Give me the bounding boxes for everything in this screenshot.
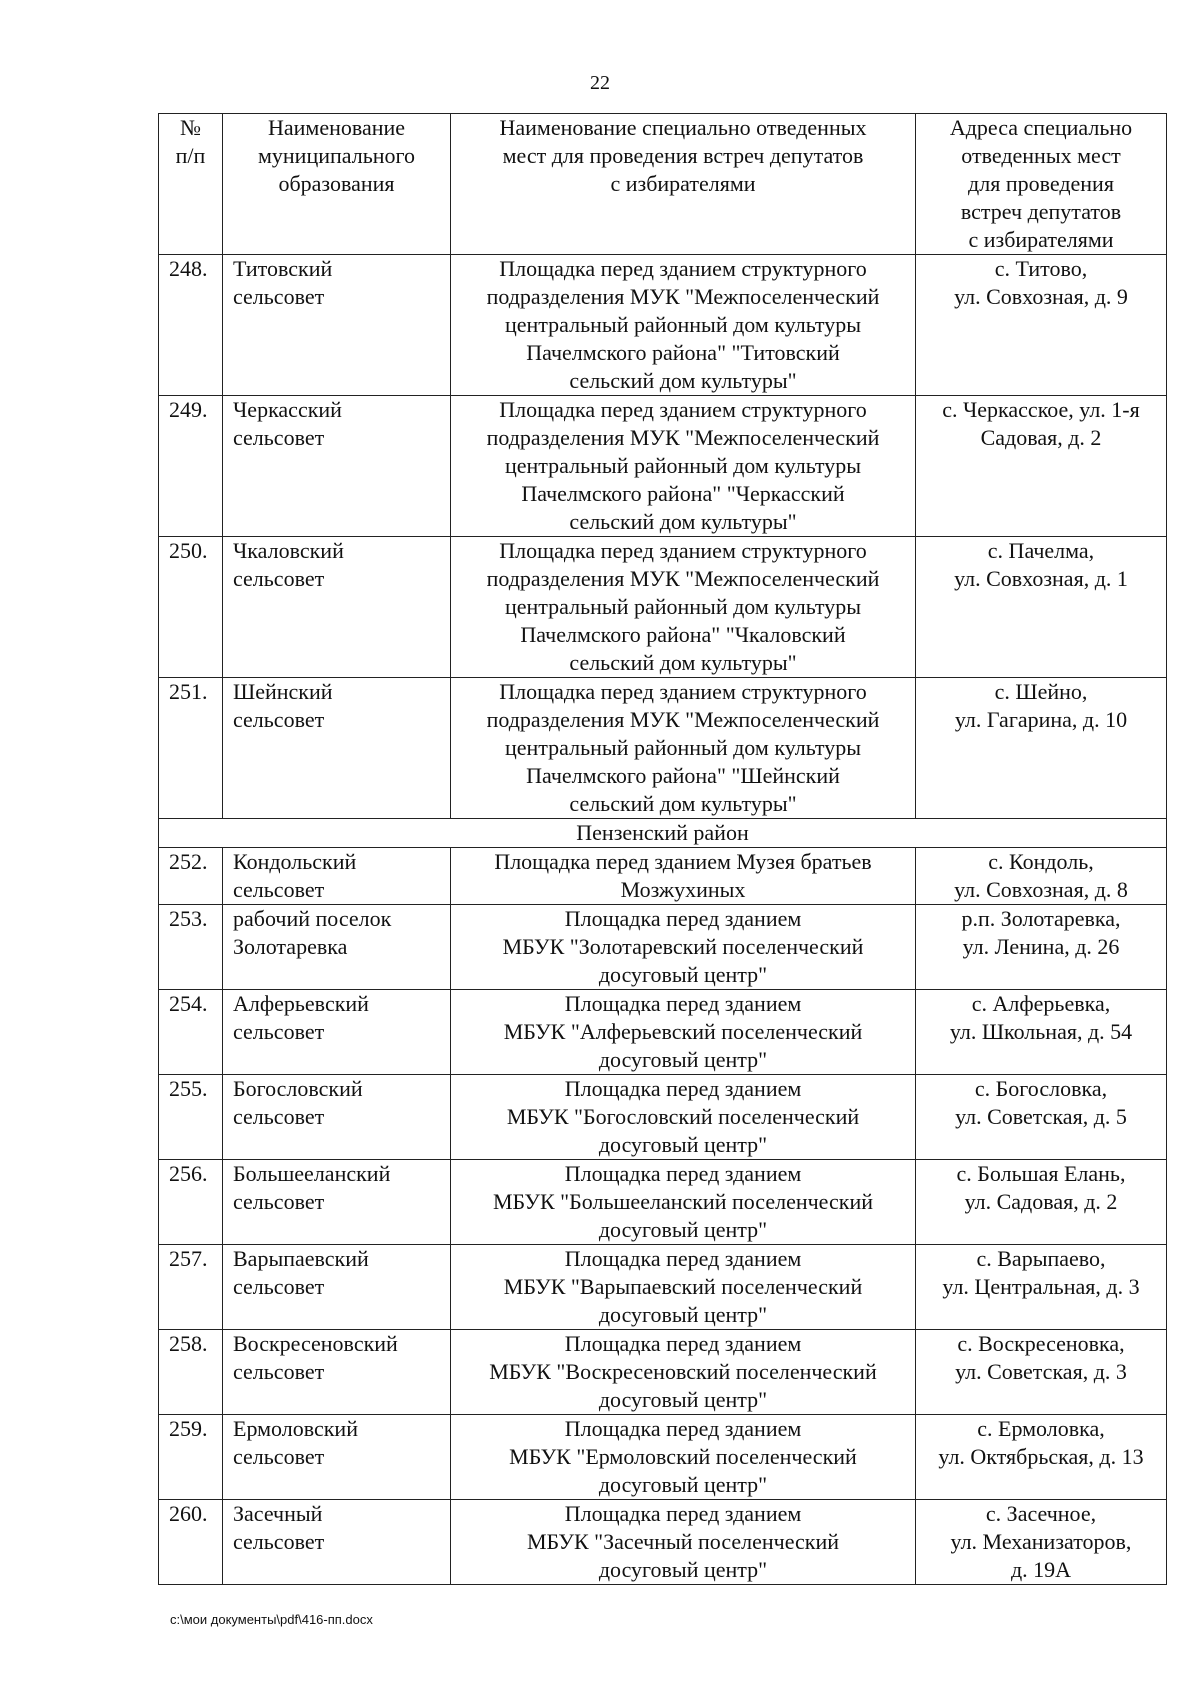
row-number: 253. [159, 905, 223, 990]
place-address: с. Засечное, ул. Механизаторов, д. 19А [916, 1500, 1167, 1585]
place-address: р.п. Золотаревка, ул. Ленина, д. 26 [916, 905, 1167, 990]
header-place-name: Наименование специально отведенных мест для проведения встреч депутатов с избирателями [451, 114, 916, 255]
table-row [159, 1415, 1167, 1500]
municipality-name: Богословский сельсовет [223, 1075, 451, 1160]
municipality-name: Варыпаевский сельсовет [223, 1245, 451, 1330]
table-row [159, 537, 1167, 678]
row-number: 248. [159, 255, 223, 396]
place-name: Площадка перед зданием МБУК "Варыпаевский поселенческий досуговый центр" [451, 1245, 916, 1330]
place-name: Площадка перед зданием МБУК "Золотаревский поселенческий досуговый центр" [451, 905, 916, 990]
row-number: 251. [159, 678, 223, 819]
row-number: 254. [159, 990, 223, 1075]
table-row [159, 255, 1167, 396]
table-row [159, 1245, 1167, 1330]
meeting-places-table [158, 113, 1167, 1585]
municipality-name: Титовский сельсовет [223, 255, 451, 396]
place-name: Площадка перед зданием МБУК "Богословский поселенческий досуговый центр" [451, 1075, 916, 1160]
place-address: с. Ермоловка, ул. Октябрьская, д. 13 [916, 1415, 1167, 1500]
row-number: 255. [159, 1075, 223, 1160]
municipality-name: Большееланский сельсовет [223, 1160, 451, 1245]
row-number: 257. [159, 1245, 223, 1330]
table-row [159, 1075, 1167, 1160]
place-name: Площадка перед зданием Музея братьев Мозжухиных [451, 848, 916, 905]
row-number: 258. [159, 1330, 223, 1415]
table-row [159, 848, 1167, 905]
place-address: с. Воскресеновка, ул. Советская, д. 3 [916, 1330, 1167, 1415]
municipality-name: Чкаловский сельсовет [223, 537, 451, 678]
rows-group-a [159, 255, 1167, 819]
row-number: 259. [159, 1415, 223, 1500]
place-address: с. Большая Елань, ул. Садовая, д. 2 [916, 1160, 1167, 1245]
table-row [159, 1500, 1167, 1585]
place-address: с. Пачелма, ул. Совхозная, д. 1 [916, 537, 1167, 678]
table-row [159, 1160, 1167, 1245]
place-address: с. Алферьевка, ул. Школьная, д. 54 [916, 990, 1167, 1075]
header-address: Адреса специально отведенных мест для проведения встреч депутатов с избирателями [916, 114, 1167, 255]
table-header-row [159, 114, 1167, 255]
municipality-name: Черкасский сельсовет [223, 396, 451, 537]
place-name: Площадка перед зданием структурного подразделения МУК "Межпоселенческий центральный районный дом культуры Пачелмского района" "Титовский сельский дом культуры" [451, 255, 916, 396]
row-number: 256. [159, 1160, 223, 1245]
place-name: Площадка перед зданием структурного подразделения МУК "Межпоселенческий центральный районный дом культуры Пачелмского района" "Шейнский сельский дом культуры" [451, 678, 916, 819]
header-number: № п/п [159, 114, 223, 255]
row-number: 250. [159, 537, 223, 678]
municipality-name: Кондольский сельсовет [223, 848, 451, 905]
place-name: Площадка перед зданием МБУК "Засечный поселенческий досуговый центр" [451, 1500, 916, 1585]
row-number: 249. [159, 396, 223, 537]
table-row [159, 1330, 1167, 1415]
table-row [159, 905, 1167, 990]
table-row [159, 990, 1167, 1075]
rows-group-b [159, 848, 1167, 1585]
place-name: Площадка перед зданием МБУК "Алферьевский поселенческий досуговый центр" [451, 990, 916, 1075]
place-address: с. Кондоль, ул. Совхозная, д. 8 [916, 848, 1167, 905]
place-address: с. Богословка, ул. Советская, д. 5 [916, 1075, 1167, 1160]
table-row [159, 678, 1167, 819]
place-name: Площадка перед зданием МБУК "Воскресеновский поселенческий досуговый центр" [451, 1330, 916, 1415]
municipality-name: Алферьевский сельсовет [223, 990, 451, 1075]
municipality-name: Шейнский сельсовет [223, 678, 451, 819]
municipality-name: Ермоловский сельсовет [223, 1415, 451, 1500]
municipality-name: Воскресеновский сельсовет [223, 1330, 451, 1415]
municipality-name: Засечный сельсовет [223, 1500, 451, 1585]
page-number: 22 [590, 72, 610, 94]
footer-file-path: c:\мои документы\pdf\416-пп.docx [170, 1612, 373, 1627]
header-municipality: Наименование муниципального образования [223, 114, 451, 255]
municipality-name: рабочий поселок Золотаревка [223, 905, 451, 990]
place-name: Площадка перед зданием структурного подразделения МУК "Межпоселенческий центральный районный дом культуры Пачелмского района" "Черкасский сельский дом культуры" [451, 396, 916, 537]
place-address: с. Титово, ул. Совхозная, д. 9 [916, 255, 1167, 396]
row-number: 260. [159, 1500, 223, 1585]
place-name: Площадка перед зданием структурного подразделения МУК "Межпоселенческий центральный районный дом культуры Пачелмского района" "Чкаловский сельский дом культуры" [451, 537, 916, 678]
table-row [159, 396, 1167, 537]
section-title: Пензенский район [159, 819, 1167, 848]
place-name: Площадка перед зданием МБУК "Большееланский поселенческий досуговый центр" [451, 1160, 916, 1245]
row-number: 252. [159, 848, 223, 905]
place-name: Площадка перед зданием МБУК "Ермоловский поселенческий досуговый центр" [451, 1415, 916, 1500]
place-address: с. Черкасское, ул. 1-я Садовая, д. 2 [916, 396, 1167, 537]
place-address: с. Шейно, ул. Гагарина, д. 10 [916, 678, 1167, 819]
section-row [159, 819, 1167, 848]
place-address: с. Варыпаево, ул. Центральная, д. 3 [916, 1245, 1167, 1330]
